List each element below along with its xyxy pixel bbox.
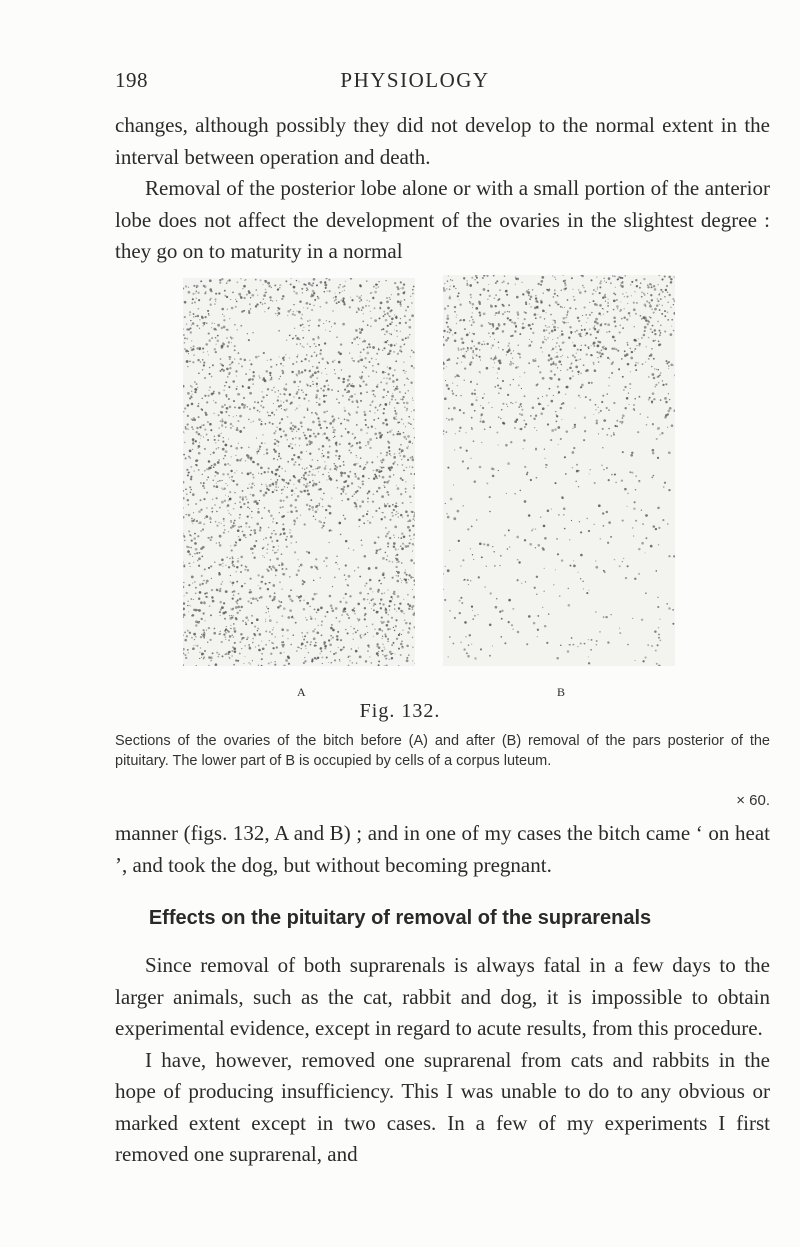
paragraph: I have, however, removed one suprarenal from cats and rabbits in the hope of producing insufficiency. This I was unable to do to any obvious or marked extent except in two cases. In a few of my experiments I first removed one suprarenal, and <box>115 1047 770 1166</box>
figure-label-b: B <box>557 685 567 699</box>
paragraph: Removal of the posterior lobe alone or with a small portion of the anterior lobe does not affect the development of the ovaries in the slightest degree : they go on to maturity in a normal <box>115 176 770 263</box>
figure-132 <box>183 278 683 668</box>
magnification: × 60. <box>736 792 770 809</box>
body-text-bottom <box>115 950 770 1171</box>
paragraph: manner (figs. 132, A and B) ; and in one of my cases the bitch came ‘ on heat ’, and took the dog, but without becoming pregnant. <box>115 821 770 877</box>
running-head: PHYSIOLOGY <box>340 68 490 92</box>
paragraph: Since removal of both suprarenals is always fatal in a few days to the larger animals, such as the cat, rabbit and dog, it is impossible to obtain experimental evidence, except in regard to acute results, from this procedure. <box>115 953 770 1040</box>
micrograph-a-image <box>183 278 415 666</box>
section-heading: Effects on the pituitary of removal of the suprarenals <box>148 907 652 929</box>
page-header <box>115 68 715 96</box>
figure-label-a: A <box>297 685 307 699</box>
micrograph-b-image <box>443 275 675 666</box>
legend-text: Sections of the ovaries of the bitch before (A) and after (B) removal of the pars posterior of the pituitary. The lower part of B is occupied by cells of a corpus luteum. <box>115 733 770 769</box>
body-text-top <box>115 110 770 268</box>
paragraph: changes, although possibly they did not develop to the normal extent in the interval between operation and death. <box>115 113 770 169</box>
figure-title: Fig. 132. <box>359 700 441 722</box>
page-number: 198 <box>115 68 148 92</box>
figure-legend <box>115 731 770 771</box>
body-text-middle <box>115 818 770 881</box>
